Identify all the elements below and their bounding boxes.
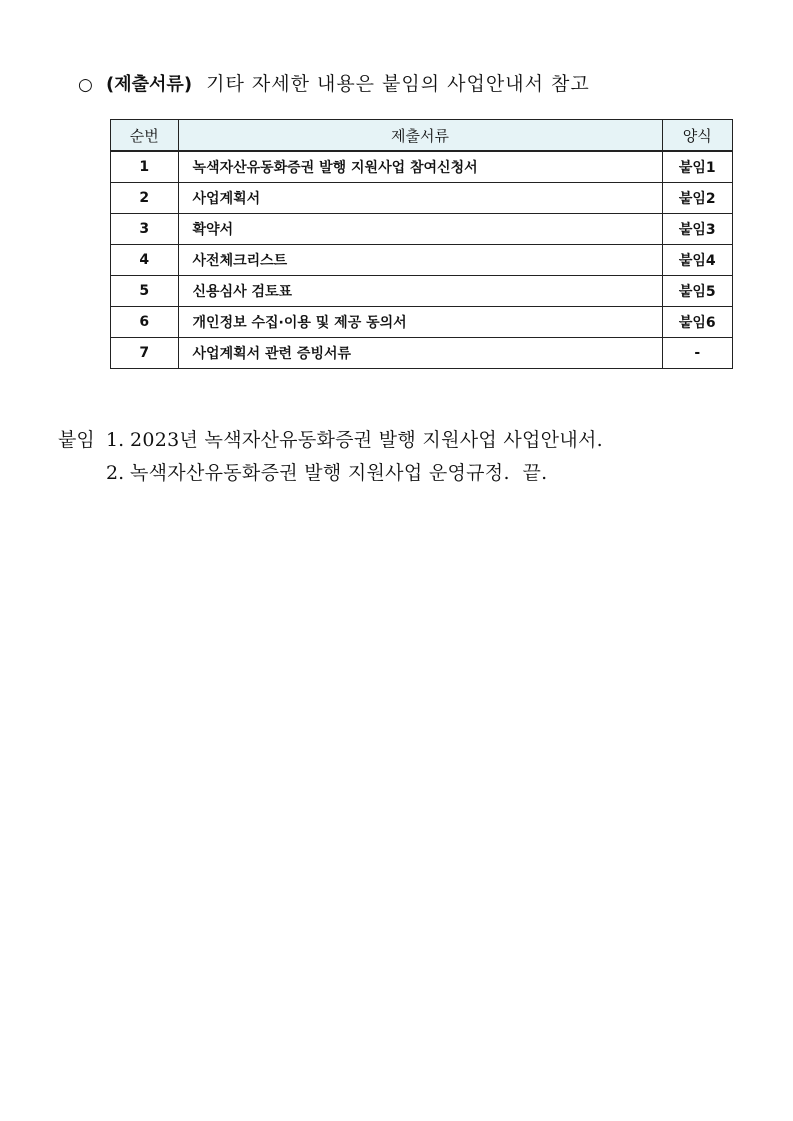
- section-label: (제출서류): [106, 74, 193, 95]
- header-no: 순번: [111, 120, 179, 152]
- table-row: [111, 151, 733, 183]
- row-no: 5: [111, 276, 179, 307]
- row-name: 사업계획서: [178, 183, 662, 214]
- row-form: 붙임4: [662, 245, 732, 276]
- row-form: 붙임1: [662, 151, 732, 183]
- attachment-text: 2023년 녹색자산유동화증권 발행 지원사업 사업안내서.: [130, 429, 603, 451]
- row-name: 사전체크리스트: [178, 245, 662, 276]
- section-description: 기타 자세한 내용은 붙임의 사업안내서 참고: [206, 73, 590, 95]
- row-name: 녹색자산유동화증권 발행 지원사업 참여신청서: [178, 151, 662, 183]
- table-row: [111, 214, 733, 245]
- submission-documents-table: [110, 119, 733, 369]
- row-name: 신용심사 검토표: [178, 276, 662, 307]
- attachment-item: [58, 457, 603, 490]
- table-row: [111, 183, 733, 214]
- row-form: 붙임3: [662, 214, 732, 245]
- row-no: 2: [111, 183, 179, 214]
- table-row: [111, 245, 733, 276]
- row-no: 6: [111, 307, 179, 338]
- table-header-row: [111, 120, 733, 152]
- row-no: 7: [111, 338, 179, 369]
- row-name: 개인정보 수집·이용 및 제공 동의서: [178, 307, 662, 338]
- circle-bullet-icon: ○: [78, 75, 93, 95]
- row-name: 사업계획서 관련 증빙서류: [178, 338, 662, 369]
- row-name: 확약서: [178, 214, 662, 245]
- table-row: [111, 276, 733, 307]
- attachments-lead: 붙임: [58, 429, 95, 451]
- row-form: 붙임2: [662, 183, 732, 214]
- attachment-number: 1.: [106, 429, 125, 451]
- row-form: 붙임6: [662, 307, 732, 338]
- row-no: 4: [111, 245, 179, 276]
- header-form: 양식: [662, 120, 732, 152]
- attachment-item: [58, 424, 603, 457]
- table-row: [111, 338, 733, 369]
- row-form: -: [662, 338, 732, 369]
- section-heading: [78, 70, 590, 99]
- header-name: 제출서류: [178, 120, 662, 152]
- row-no: 1: [111, 151, 179, 183]
- table-row: [111, 307, 733, 338]
- attachment-number: 2.: [106, 462, 125, 484]
- row-form: 붙임5: [662, 276, 732, 307]
- row-no: 3: [111, 214, 179, 245]
- attachments-list: [58, 424, 603, 490]
- attachment-text: 녹색자산유동화증권 발행 지원사업 운영규정. 끝.: [130, 462, 548, 484]
